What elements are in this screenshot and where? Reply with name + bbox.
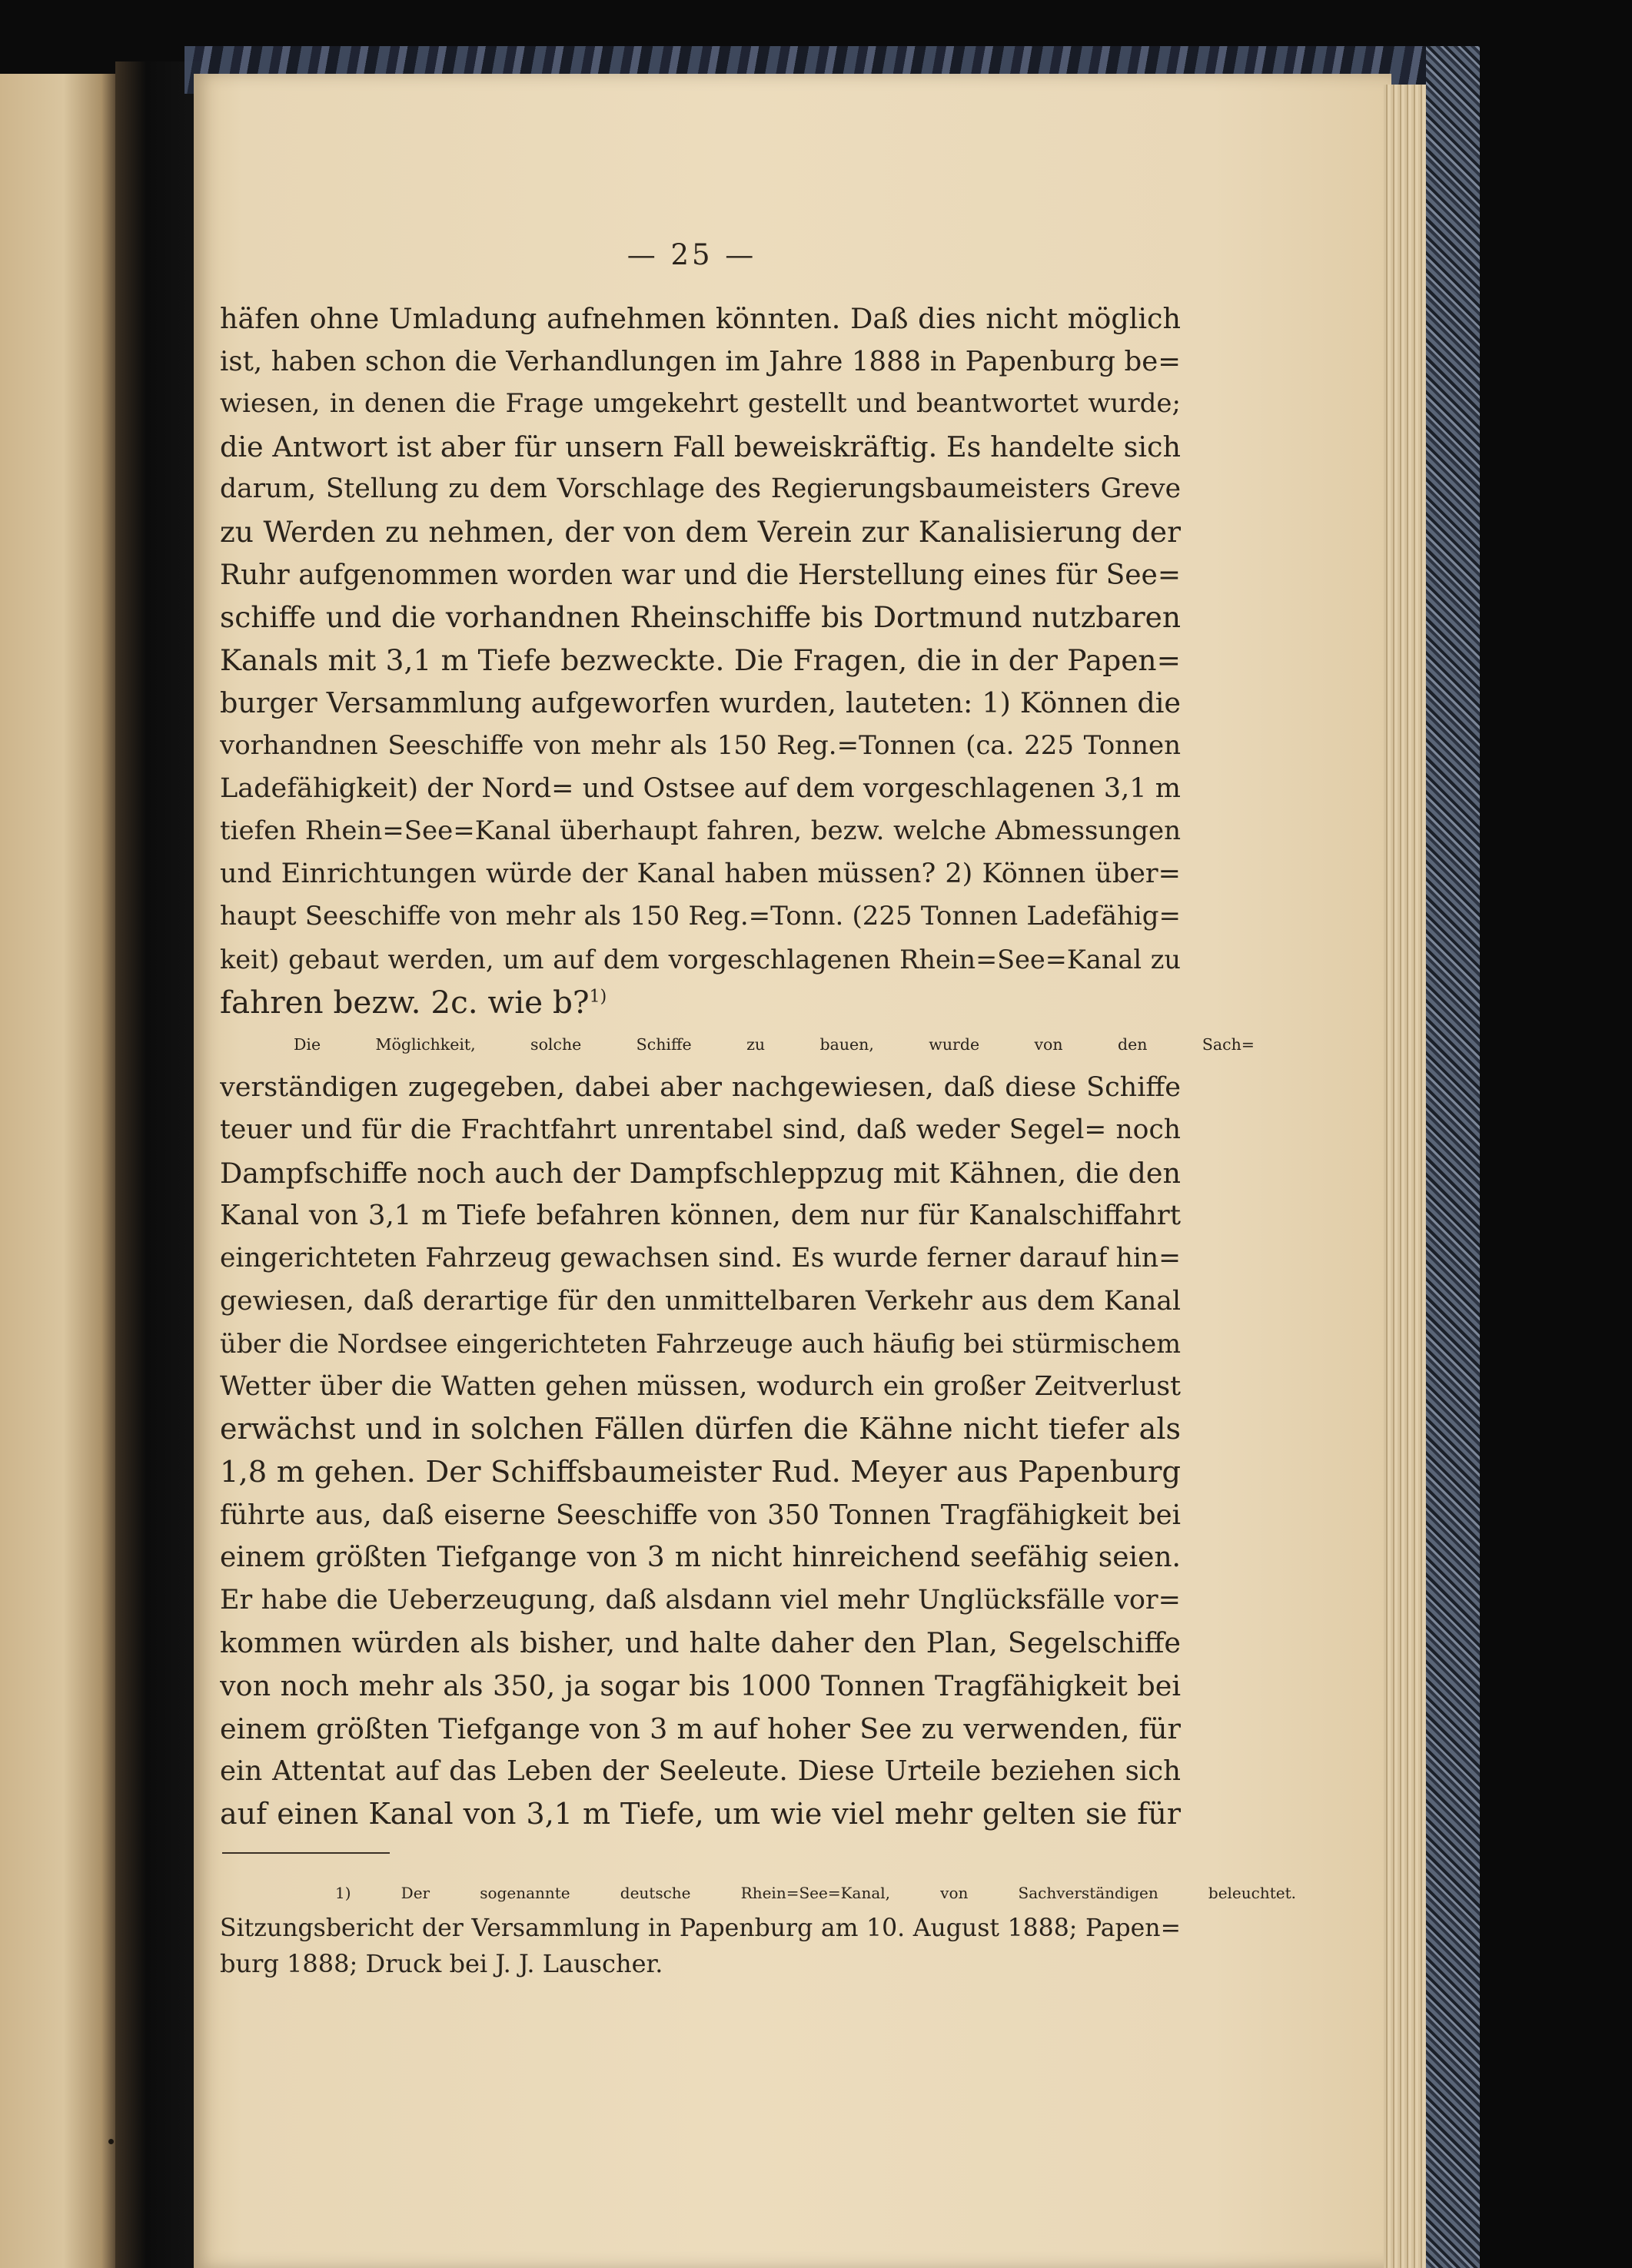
- body-text: [220, 297, 1255, 1835]
- text-line: keit) gebaut werden, um auf dem vorgeschlagenen Rhein=See=Kanal zu: [220, 944, 1181, 975]
- text-line: ein Attentat auf das Leben der Seeleute. Diese Urteile beziehen sich: [220, 1755, 1181, 1788]
- text-line: zu Werden zu nehmen, der von dem Verein zur Kanalisierung der: [220, 514, 1181, 549]
- text-line: fahren bezw. 2c. wie b?: [220, 983, 590, 1021]
- text-line: kommen würden als bisher, und halte daher den Plan, Segelschiffe: [220, 1626, 1181, 1660]
- footnote-line: burg 1888; Druck bei J. J. Lauscher.: [220, 1949, 663, 1978]
- text-line: teuer und für die Frachtfahrt unrentabel sind, daß weder Segel= noch: [220, 1114, 1181, 1146]
- text-line: tiefen Rhein=See=Kanal überhaupt fahren, bezw. welche Abmessungen: [220, 815, 1181, 847]
- text-line: schiffe und die vorhandnen Rheinschiffe bis Dortmund nutzbaren: [220, 600, 1181, 635]
- text-line: die Antwort ist aber für unsern Fall beweiskräftig. Es handelte sich: [220, 430, 1181, 463]
- text-line: gewiesen, daß derartige für den unmittelbaren Verkehr aus dem Kanal: [220, 1285, 1181, 1317]
- footnote-separator: [222, 1852, 390, 1854]
- text-line: wiesen, in denen die Frage umgekehrt gestellt und beantwortet wurde;: [220, 388, 1181, 420]
- text-line: eingerichteten Fahrzeug gewachsen sind. Es wurde ferner darauf hin=: [220, 1243, 1181, 1274]
- previous-page-edge: [0, 74, 115, 2268]
- text-line: Ruhr aufgenommen worden war und die Herstellung eines für See=: [220, 559, 1181, 591]
- text-line: auf einen Kanal von 3,1 m Tiefe, um wie viel mehr gelten sie für: [220, 1796, 1181, 1831]
- text-line: darum, Stellung zu dem Vorschlage des Regierungsbaumeisters Greve: [220, 473, 1181, 505]
- text-line: Ladefähigkeit) der Nord= und Ostsee auf dem vorgeschlagenen 3,1 m: [220, 772, 1181, 804]
- text-line: einem größten Tiefgange von 3 m nicht hinreichend seefähig seien.: [220, 1542, 1181, 1574]
- text-line: haupt Seeschiffe von mehr als 150 Reg.=Tonn. (225 Tonnen Ladefähig=: [220, 901, 1181, 932]
- text-line: burger Versammlung aufgeworfen wurden, lauteten: 1) Können die: [220, 686, 1181, 720]
- text-line: Dampfschiffe noch auch der Dampfschleppzug mit Kähnen, die den: [220, 1156, 1181, 1190]
- text-line: 1,8 m gehen. Der Schiffsbaumeister Rud. Meyer aus Papenburg: [220, 1455, 1181, 1490]
- text-line: Wetter über die Watten gehen müssen, wodurch ein großer Zeitverlust: [220, 1370, 1181, 1402]
- footnote-line: Sitzungsbericht der Versammlung in Papenburg am 10. August 1888; Papen=: [220, 1914, 1181, 1942]
- text-line: Er habe die Ueberzeugung, daß alsdann viel mehr Unglücksfälle vor=: [220, 1584, 1181, 1615]
- footnote-line: 1) Der sogenannte deutsche Rhein=See=Kanal, von Sachverständigen beleuchtet.: [335, 1884, 1296, 1902]
- text-line: von noch mehr als 350, ja sogar bis 1000 Tonnen Tragfähigkeit bei: [220, 1669, 1181, 1702]
- text-line: verständigen zugegeben, dabei aber nachgewiesen, daß diese Schiffe: [220, 1071, 1181, 1103]
- text-line: häfen ohne Umladung aufnehmen könnten. Daß dies nicht möglich: [220, 302, 1181, 335]
- background-right: [1480, 0, 1632, 2268]
- book-gutter: [115, 61, 204, 2268]
- scan-speck: [108, 2139, 114, 2144]
- page-stack-edges: [1384, 85, 1426, 2268]
- marbled-cover-edge: [1426, 46, 1480, 2268]
- text-line: Kanal von 3,1 m Tiefe befahren können, dem nur für Kanalschiffahrt: [220, 1200, 1181, 1232]
- text-line: und Einrichtungen würde der Kanal haben müssen? 2) Können über=: [220, 858, 1181, 889]
- page-number: — 25 —: [627, 238, 757, 271]
- footnote: [220, 1875, 1296, 1981]
- text-line: über die Nordsee eingerichteten Fahrzeuge auch häufig bei stürmischem: [220, 1329, 1181, 1360]
- text-line-paragraph-start: Die Möglichkeit, solche Schiffe zu bauen, wurde von den Sach=: [294, 1035, 1255, 1054]
- footnote-reference[interactable]: 1): [589, 987, 607, 1006]
- text-line: vorhandnen Seeschiffe von mehr als 150 Reg.=Tonnen (ca. 225 Tonnen: [220, 729, 1181, 761]
- text-line: einem größten Tiefgange von 3 m auf hoher See zu verwenden, für: [220, 1712, 1181, 1745]
- text-line: führte aus, daß eiserne Seeschiffe von 350 Tonnen Tragfähigkeit bei: [220, 1499, 1181, 1531]
- text-line-paragraph-end: [220, 981, 1181, 1024]
- text-line: erwächst und in solchen Fällen dürfen die Kähne nicht tiefer als: [220, 1412, 1181, 1446]
- text-line: ist, haben schon die Verhandlungen im Jahre 1888 in Papenburg be=: [220, 345, 1181, 377]
- text-line: Kanals mit 3,1 m Tiefe bezweckte. Die Fragen, die in der Papen=: [220, 643, 1181, 677]
